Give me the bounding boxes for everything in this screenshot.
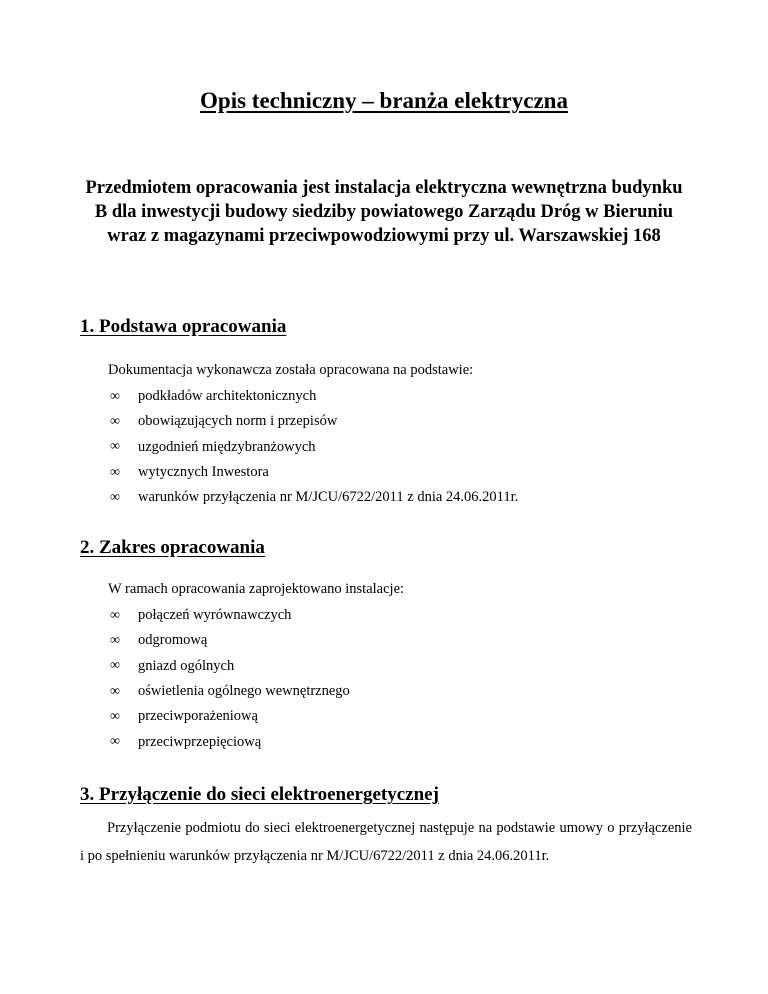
document-title: Opis techniczny – branża elektryczna: [200, 88, 568, 113]
list-item-text: warunków przyłączenia nr M/JCU/6722/2011 z dnia 24.06.2011r.: [138, 489, 519, 506]
section-intro: Dokumentacja wykonawcza została opracowana na podstawie:: [108, 362, 474, 378]
section-intro: W ramach opracowania zaprojektowano instalacje:: [108, 581, 405, 597]
section-paragraph: Przyłączenie podmiotu do sieci elektroenergetycznej następuje na podstawie umowy o przyłączenie i po spełnieniu warunków przyłączenia nr M/JCU/6722/2011 z dnia 24.06.2011r.: [80, 820, 692, 864]
list-item-text: odgromową: [138, 632, 208, 649]
infinity-bullet-icon: ∞: [110, 413, 120, 429]
section-heading: 2. Zakres opracowania: [80, 537, 265, 558]
infinity-bullet-icon: ∞: [110, 632, 120, 648]
infinity-bullet-icon: ∞: [110, 489, 120, 505]
section-heading: 3. Przyłączenie do sieci elektroenergetycznej: [80, 784, 439, 805]
infinity-bullet-icon: ∞: [110, 464, 120, 480]
list-item: [110, 409, 518, 434]
list-item: [110, 485, 518, 510]
infinity-bullet-icon: ∞: [110, 734, 120, 750]
infinity-bullet-icon: ∞: [110, 607, 120, 623]
list-item-text: gniazd ogólnych: [138, 657, 235, 674]
list-item-text: uzgodnień międzybranżowych: [138, 438, 316, 455]
list-item: [110, 729, 350, 754]
infinity-bullet-icon: ∞: [110, 658, 120, 674]
infinity-bullet-icon: ∞: [110, 439, 120, 455]
list-item: [110, 628, 350, 653]
document-subject: Przedmiotem opracowania jest instalacja elektryczna wewnętrzna budynku B dla inwestycji budowy siedziby powiatowego Zarządu Dróg w Bieruniu wraz z magazynami przeciwpowodziowymi przy ul. Warszawskiej 168: [85, 178, 683, 246]
list-item-text: oświetlenia ogólnego wewnętrznego: [138, 683, 350, 700]
list-item-text: obowiązujących norm i przepisów: [138, 413, 338, 430]
list-item: [110, 603, 350, 628]
list-item-text: przeciwporażeniową: [138, 708, 258, 725]
list-item: [110, 460, 518, 485]
list-item: [110, 435, 518, 460]
list-item: [110, 654, 350, 679]
list-item-text: połączeń wyrównawczych: [138, 607, 292, 624]
list-item-text: przeciwprzepięciową: [138, 733, 262, 750]
infinity-bullet-icon: ∞: [110, 708, 120, 724]
infinity-bullet-icon: ∞: [110, 388, 120, 404]
bullet-list: [110, 384, 518, 510]
list-item: [110, 384, 518, 409]
section-heading: 1. Podstawa opracowania: [80, 316, 287, 337]
list-item-text: wytycznych Inwestora: [138, 464, 269, 481]
list-item: [110, 679, 350, 704]
infinity-bullet-icon: ∞: [110, 683, 120, 699]
list-item: [110, 704, 350, 729]
bullet-list: [110, 603, 350, 755]
list-item-text: podkładów architektonicznych: [138, 388, 317, 405]
